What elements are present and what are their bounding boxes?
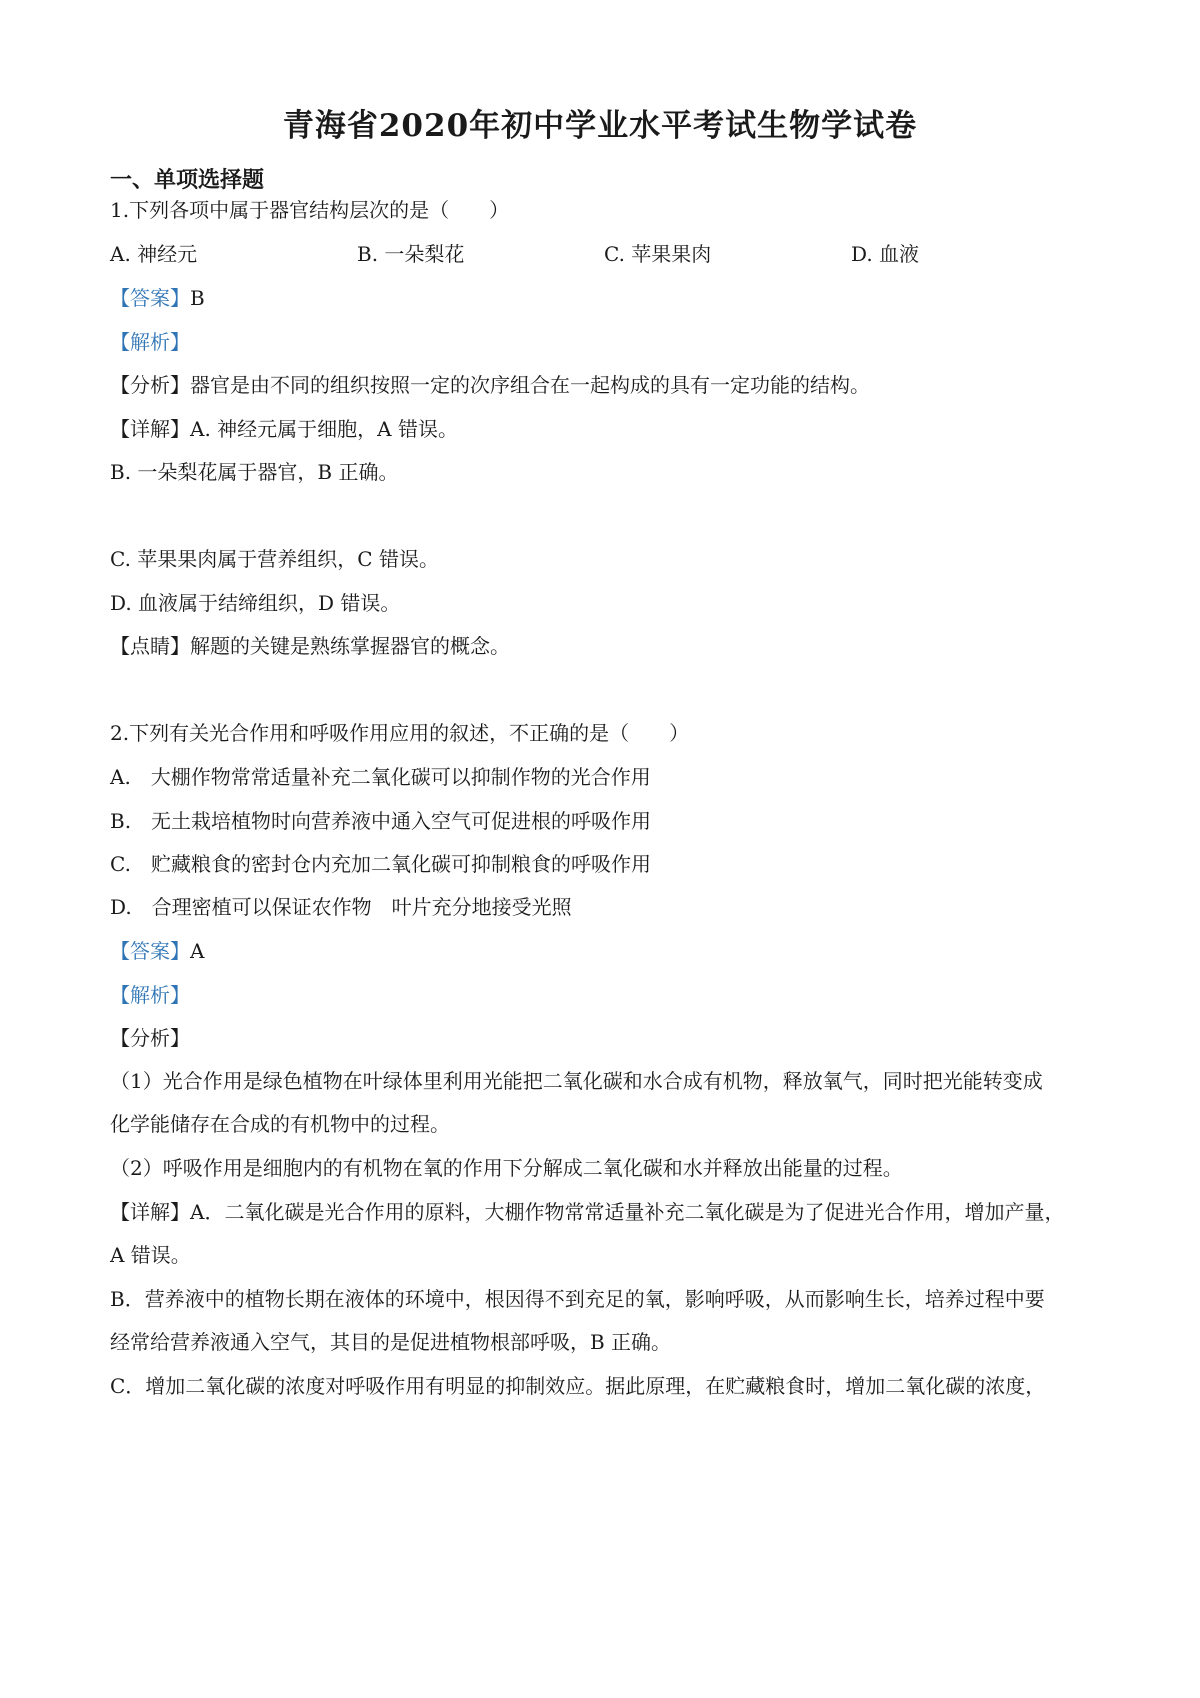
- q1-analysis-label: 【解析】: [110, 330, 190, 354]
- answer-value: A: [190, 939, 205, 963]
- q2-option-b: B. 无土栽培植物时向营养液中通入空气可促进根的呼吸作用: [110, 809, 652, 833]
- q1-option-d: D. 血液: [851, 242, 920, 266]
- q1-analysis-text: 【分析】器官是由不同的组织按照一定的次序组合在一起构成的具有一定功能的结构。: [110, 373, 870, 397]
- q2-detail-b-line2: 经常给营养液通入空气，其目的是促进植物根部呼吸，B 正确。: [110, 1330, 672, 1354]
- q2-point1-line2: 化学能储存在合成的有机物中的过程。: [110, 1112, 450, 1136]
- q1-detail-d: D. 血液属于结缔组织，D 错误。: [110, 591, 401, 615]
- q2-fenxi-label: 【分析】: [110, 1026, 190, 1050]
- answer-value: B: [190, 286, 205, 310]
- q1-detail-a: 【详解】A. 神经元属于细胞，A 错误。: [110, 417, 458, 441]
- q1-option-a: A. 神经元: [110, 242, 198, 266]
- q2-detail-a-line1: 【详解】A．二氧化碳是光合作用的原料，大棚作物常常适量补充二氧化碳是为了促进光合作用，增加产量，: [110, 1200, 1065, 1224]
- q2-point1-line1: （1）光合作用是绿色植物在叶绿体里利用光能把二氧化碳和水合成有机物，释放氧气，同时把光能转变成: [110, 1069, 1043, 1093]
- q2-detail-a-line2: A 错误。: [110, 1243, 191, 1267]
- q2-option-c: C. 贮藏粮食的密封仓内充加二氧化碳可抑制粮食的呼吸作用: [110, 852, 651, 876]
- q2-point2: （2）呼吸作用是细胞内的有机物在氧的作用下分解成二氧化碳和水并释放出能量的过程。: [110, 1156, 903, 1180]
- answer-label: 【答案】: [110, 286, 190, 310]
- q2-detail-b-line1: B．营养液中的植物长期在液体的环境中，根因得不到充足的氧，影响呼吸，从而影响生长，培养过程中要: [110, 1287, 1045, 1311]
- page-title: 青海省2020年初中学业水平考试生物学试卷: [282, 108, 918, 144]
- q2-detail-c-line1: C．增加二氧化碳的浓度对呼吸作用有明显的抑制效应。据此原理，在贮藏粮食时，增加二氧化碳的浓度，: [110, 1374, 1046, 1398]
- q1-detail-c: C. 苹果果肉属于营养组织，C 错误。: [110, 547, 439, 571]
- q2-stem: 2.下列有关光合作用和呼吸作用应用的叙述，不正确的是（ ）: [110, 721, 690, 745]
- q2-option-a: A. 大棚作物常常适量补充二氧化碳可以抑制作物的光合作用: [110, 765, 651, 789]
- q1-key-point: 【点睛】解题的关键是熟练掌握器官的概念。: [110, 634, 510, 658]
- q2-answer: [110, 937, 204, 965]
- q1-option-c: C. 苹果果肉: [604, 242, 712, 266]
- q1-detail-b: B. 一朵梨花属于器官，B 正确。: [110, 460, 399, 484]
- q1-answer: [110, 284, 205, 312]
- q2-analysis-label: 【解析】: [110, 983, 190, 1007]
- q1-option-b: B. 一朵梨花: [357, 242, 465, 266]
- q1-stem: 1.下列各项中属于器官结构层次的是（ ）: [110, 198, 510, 222]
- q2-option-d: D. 合理密植可以保证农作物 叶片充分地接受光照: [110, 895, 572, 919]
- answer-label: 【答案】: [110, 939, 190, 963]
- section-heading: 一、单项选择题: [110, 167, 265, 193]
